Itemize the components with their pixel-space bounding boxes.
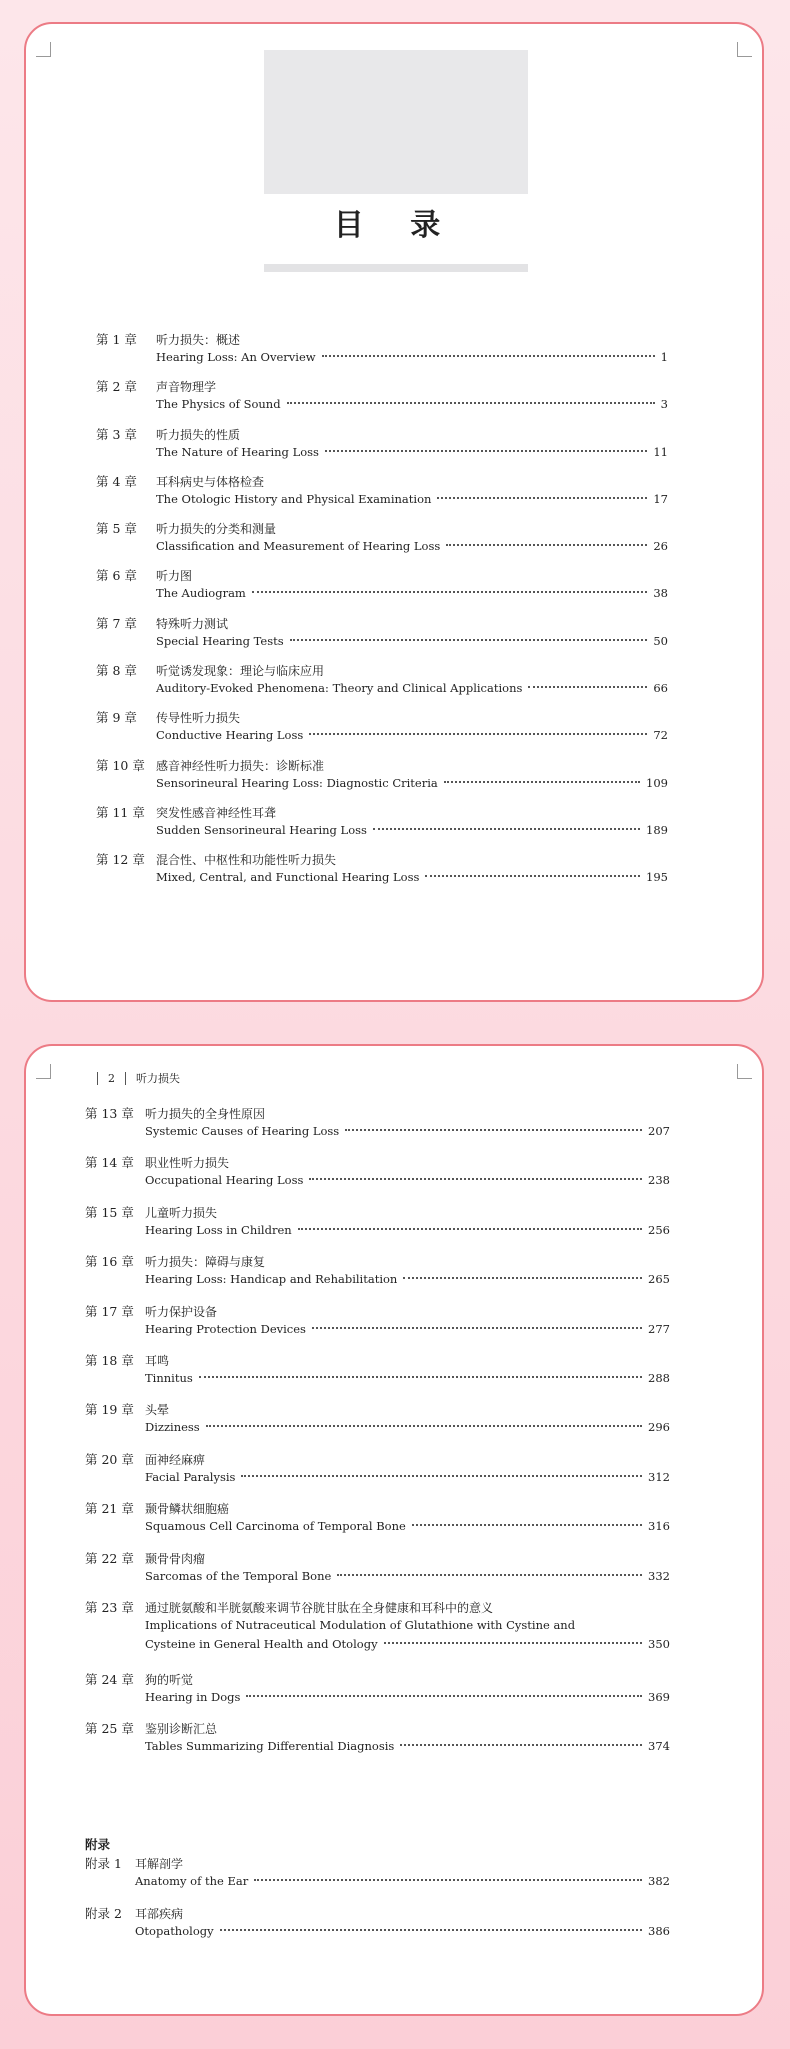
chapter-title-en: Hearing Protection Devices: [145, 1321, 306, 1336]
chapter-title-cn: 混合性、中枢性和功能性听力损失: [156, 853, 337, 868]
page-number: 3: [660, 397, 668, 412]
chapter-title-cn: 传导性听力损失: [156, 711, 241, 726]
chapter-title-en: Dizziness: [145, 1420, 200, 1435]
toc-entry[interactable]: [85, 1402, 670, 1451]
chapter-title-cn: 听力图: [156, 569, 193, 584]
chapter-number: 第 4 章: [96, 473, 137, 489]
chapter-title-cn: 耳部疾病: [135, 1907, 184, 1921]
page-number: 109: [646, 775, 668, 790]
cover-placeholder: [264, 50, 528, 194]
appendix-heading: 附录: [85, 1837, 111, 1852]
chapter-title-cn: 儿童听力损失: [145, 1205, 218, 1220]
toc-entry[interactable]: [96, 663, 668, 710]
toc-entry[interactable]: [96, 805, 668, 852]
toc-entry[interactable]: [96, 379, 668, 426]
page-number: 189: [646, 822, 668, 837]
chapter-number: 第 23 章: [85, 1599, 134, 1615]
chapter-number: 第 18 章: [85, 1352, 134, 1368]
chapter-number: 第 22 章: [85, 1550, 134, 1566]
page-number: 350: [648, 1636, 670, 1651]
toc-entry[interactable]: [96, 332, 668, 379]
chapter-number: 第 17 章: [85, 1303, 134, 1319]
toc-entry[interactable]: [96, 616, 668, 663]
chapter-title-en: Tables Summarizing Differential Diagnosis: [145, 1739, 395, 1754]
chapter-title-en: Implications of Nutraceutical Modulation of Glutathione with Cystine and: [145, 1617, 576, 1632]
toc-entry[interactable]: [85, 1155, 670, 1204]
chapter-number: 第 11 章: [96, 804, 145, 820]
page-number: 382: [648, 1874, 670, 1888]
dot-leader: [444, 781, 640, 783]
page-number: 369: [648, 1689, 670, 1704]
dot-leader: [337, 1574, 642, 1576]
title-underline: [264, 264, 528, 272]
chapter-title-cn: 耳鸣: [145, 1353, 170, 1368]
dot-leader: [312, 1327, 642, 1329]
dot-leader: [220, 1929, 642, 1931]
dot-leader: [254, 1879, 642, 1881]
chapter-title-en: Hearing Loss: Handicap and Rehabilitation: [145, 1272, 398, 1287]
dot-leader: [322, 355, 655, 357]
dot-leader: [287, 402, 655, 404]
dot-leader: [384, 1642, 642, 1644]
page-number: 207: [648, 1124, 670, 1138]
dot-leader: [345, 1129, 642, 1131]
chapter-number: 第 20 章: [85, 1451, 134, 1467]
header-rule: [97, 1072, 98, 1085]
chapter-number: 第 10 章: [96, 757, 145, 773]
chapter-title-cn: 颞骨骨肉瘤: [145, 1551, 206, 1566]
chapter-title-en: Mixed, Central, and Functional Hearing Loss: [156, 870, 420, 885]
chapter-number: 附录 2: [85, 1906, 122, 1921]
dot-leader: [325, 450, 647, 452]
chapter-title-cn: 颞骨鳞状细胞癌: [145, 1502, 230, 1517]
page-number: 38: [653, 586, 668, 601]
page-number: 50: [653, 633, 668, 648]
crop-mark-top-right: [737, 42, 752, 57]
toc-entry[interactable]: [85, 1452, 670, 1501]
header-rule: [125, 1072, 126, 1085]
chapter-title-en: Hearing Loss: An Overview: [156, 350, 316, 364]
toc-list-page-2: [85, 1106, 670, 1771]
dot-leader: [206, 1425, 642, 1427]
page-number: 11: [653, 444, 668, 459]
chapter-title-cn: 职业性听力损失: [145, 1156, 230, 1171]
chapter-title-cn: 听力损失的全身性原因: [145, 1107, 266, 1121]
page-number: 386: [648, 1924, 670, 1938]
page-number: 296: [648, 1420, 670, 1435]
chapter-number: 第 13 章: [85, 1106, 134, 1121]
chapter-number: 第 24 章: [85, 1671, 134, 1687]
chapter-title-cn: 狗的听觉: [145, 1672, 194, 1687]
chapter-title-cn: 听力损失的性质: [156, 427, 241, 442]
chapter-title-cn: 耳解剖学: [135, 1857, 184, 1871]
page-number: 256: [648, 1222, 670, 1237]
chapter-title-cn: 感音神经性听力损失：诊断标准: [156, 758, 325, 773]
dot-leader: [437, 497, 647, 499]
chapter-title-cn: 头晕: [145, 1403, 170, 1418]
crop-mark-top-right: [737, 1064, 752, 1079]
chapter-title-en: The Nature of Hearing Loss: [156, 444, 319, 459]
chapter-title-cn: 听力损失的分类和测量: [156, 522, 277, 537]
dot-leader: [309, 733, 647, 735]
chapter-title-en: Sarcomas of the Temporal Bone: [145, 1568, 332, 1583]
chapter-number: 第 19 章: [85, 1402, 134, 1418]
page-number: 17: [653, 491, 668, 506]
chapter-title-en: Conductive Hearing Loss: [156, 728, 304, 743]
toc-entry[interactable]: [96, 852, 668, 899]
chapter-number: 第 5 章: [96, 521, 137, 537]
chapter-title-cn: 突发性感音神经性耳聋: [156, 805, 277, 820]
chapter-number: 第 9 章: [96, 710, 137, 726]
dot-leader: [309, 1178, 642, 1180]
page-number: 277: [648, 1321, 670, 1336]
chapter-title-en: Tinnitus: [145, 1370, 193, 1385]
header-title: 听力损失: [136, 1072, 180, 1085]
chapter-number: 第 7 章: [96, 615, 137, 631]
chapter-title-en: Squamous Cell Carcinoma of Temporal Bone: [145, 1519, 406, 1534]
chapter-title-en: The Otologic History and Physical Examination: [156, 491, 432, 506]
chapter-number: 第 12 章: [96, 852, 145, 868]
dot-leader: [241, 1475, 642, 1477]
chapter-number: 第 14 章: [85, 1155, 134, 1171]
page-number: 66: [653, 681, 668, 696]
toc-list-page-1: [96, 332, 668, 900]
dot-leader: [446, 544, 647, 546]
toc-entry[interactable]: [85, 1106, 670, 1155]
toc-entry[interactable]: [85, 1856, 670, 1906]
crop-mark-top-left: [36, 1064, 51, 1079]
dot-leader: [252, 591, 648, 593]
chapter-title-en: Occupational Hearing Loss: [145, 1173, 304, 1188]
header-page-number: 2: [108, 1071, 115, 1085]
chapter-number: 第 1 章: [96, 332, 137, 347]
toc-entry[interactable]: [85, 1672, 670, 1721]
chapter-title-en: The Physics of Sound: [156, 397, 281, 412]
chapter-number: 附录 1: [85, 1856, 122, 1871]
page-number: 374: [648, 1739, 670, 1754]
dot-leader: [373, 828, 640, 830]
chapter-title-cn: 鉴别诊断汇总: [145, 1722, 218, 1737]
toc-entry[interactable]: [96, 427, 668, 474]
chapter-number: 第 6 章: [96, 568, 137, 584]
page-number: 265: [648, 1272, 670, 1287]
toc-entry[interactable]: [96, 758, 668, 805]
chapter-title-cn: 听力保护设备: [145, 1304, 218, 1319]
page-number: 332: [648, 1568, 670, 1583]
chapter-title-cn: 声音物理学: [156, 380, 217, 395]
chapter-title-en: Anatomy of the Ear: [135, 1874, 249, 1888]
toc-entry[interactable]: [85, 1600, 670, 1672]
running-header: [87, 1070, 180, 1086]
chapter-title-en: The Audiogram: [156, 586, 246, 601]
chapter-title-en: Hearing in Dogs: [145, 1689, 241, 1704]
chapter-title-en: Facial Paralysis: [145, 1469, 236, 1484]
dot-leader: [400, 1744, 642, 1746]
chapter-title-cn: 听力损失：障碍与康复: [145, 1255, 266, 1270]
chapter-number: 第 3 章: [96, 426, 137, 442]
chapter-title-en: Systemic Causes of Hearing Loss: [145, 1124, 340, 1138]
page-number: 238: [648, 1173, 670, 1188]
toc-entry[interactable]: [85, 1721, 670, 1770]
page-number: 26: [653, 539, 668, 554]
dot-leader: [246, 1695, 642, 1697]
chapter-title-cn: 听觉诱发现象：理论与临床应用: [156, 664, 325, 679]
chapter-number: 第 16 章: [85, 1254, 134, 1270]
chapter-number: 第 2 章: [96, 379, 137, 395]
chapter-title-cn: 面神经麻痹: [145, 1452, 206, 1467]
toc-entry[interactable]: [85, 1304, 670, 1353]
dot-leader: [403, 1277, 642, 1279]
page-number: 195: [646, 870, 668, 885]
dot-leader: [290, 639, 648, 641]
toc-title: 目 录: [333, 208, 459, 243]
dot-leader: [425, 875, 640, 877]
chapter-title-en: Sensorineural Hearing Loss: Diagnostic Criteria: [156, 775, 438, 790]
dot-leader: [528, 686, 647, 688]
toc-entry[interactable]: [85, 1353, 670, 1402]
toc-entry[interactable]: [96, 568, 668, 615]
toc-entry[interactable]: [85, 1551, 670, 1600]
chapter-number: 第 15 章: [85, 1204, 134, 1220]
chapter-number: 第 25 章: [85, 1721, 134, 1737]
chapter-title-cn: 耳科病史与体格检查: [156, 474, 265, 489]
appendix-list: [85, 1856, 670, 1956]
chapter-title-en: Hearing Loss in Children: [145, 1222, 292, 1237]
toc-entry[interactable]: [85, 1501, 670, 1550]
crop-mark-top-left: [36, 42, 51, 57]
chapter-number: 第 21 章: [85, 1501, 134, 1517]
chapter-title-cn: 通过胱氨酸和半胱氨酸来调节谷胱甘肽在全身健康和耳科中的意义: [145, 1600, 494, 1615]
toc-entry[interactable]: [85, 1906, 670, 1956]
toc-entry[interactable]: [96, 710, 668, 757]
toc-entry[interactable]: [85, 1205, 670, 1254]
chapter-title-en: Otopathology: [135, 1924, 214, 1938]
page-number: 312: [648, 1469, 670, 1484]
chapter-title-en: Sudden Sensorineural Hearing Loss: [156, 822, 367, 837]
dot-leader: [412, 1524, 642, 1526]
page-number: 288: [648, 1370, 670, 1385]
toc-entry[interactable]: [96, 474, 668, 521]
dot-leader: [298, 1228, 642, 1230]
chapter-title-en: Classification and Measurement of Hearing Loss: [156, 539, 441, 554]
chapter-title-en: Auditory-Evoked Phenomena: Theory and Clinical Applications: [156, 681, 523, 696]
chapter-title-en: Special Hearing Tests: [156, 633, 284, 648]
chapter-title-cn: 听力损失：概述: [156, 333, 241, 347]
page-number: 1: [660, 350, 668, 364]
toc-entry[interactable]: [85, 1254, 670, 1303]
chapter-number: 第 8 章: [96, 663, 137, 679]
page-number: 316: [648, 1519, 670, 1534]
toc-entry[interactable]: [96, 521, 668, 568]
dot-leader: [199, 1376, 642, 1378]
chapter-title-cn: 特殊听力测试: [156, 616, 229, 631]
page-number: 72: [653, 728, 668, 743]
chapter-title-en-cont: Cysteine in General Health and Otology: [145, 1636, 378, 1651]
